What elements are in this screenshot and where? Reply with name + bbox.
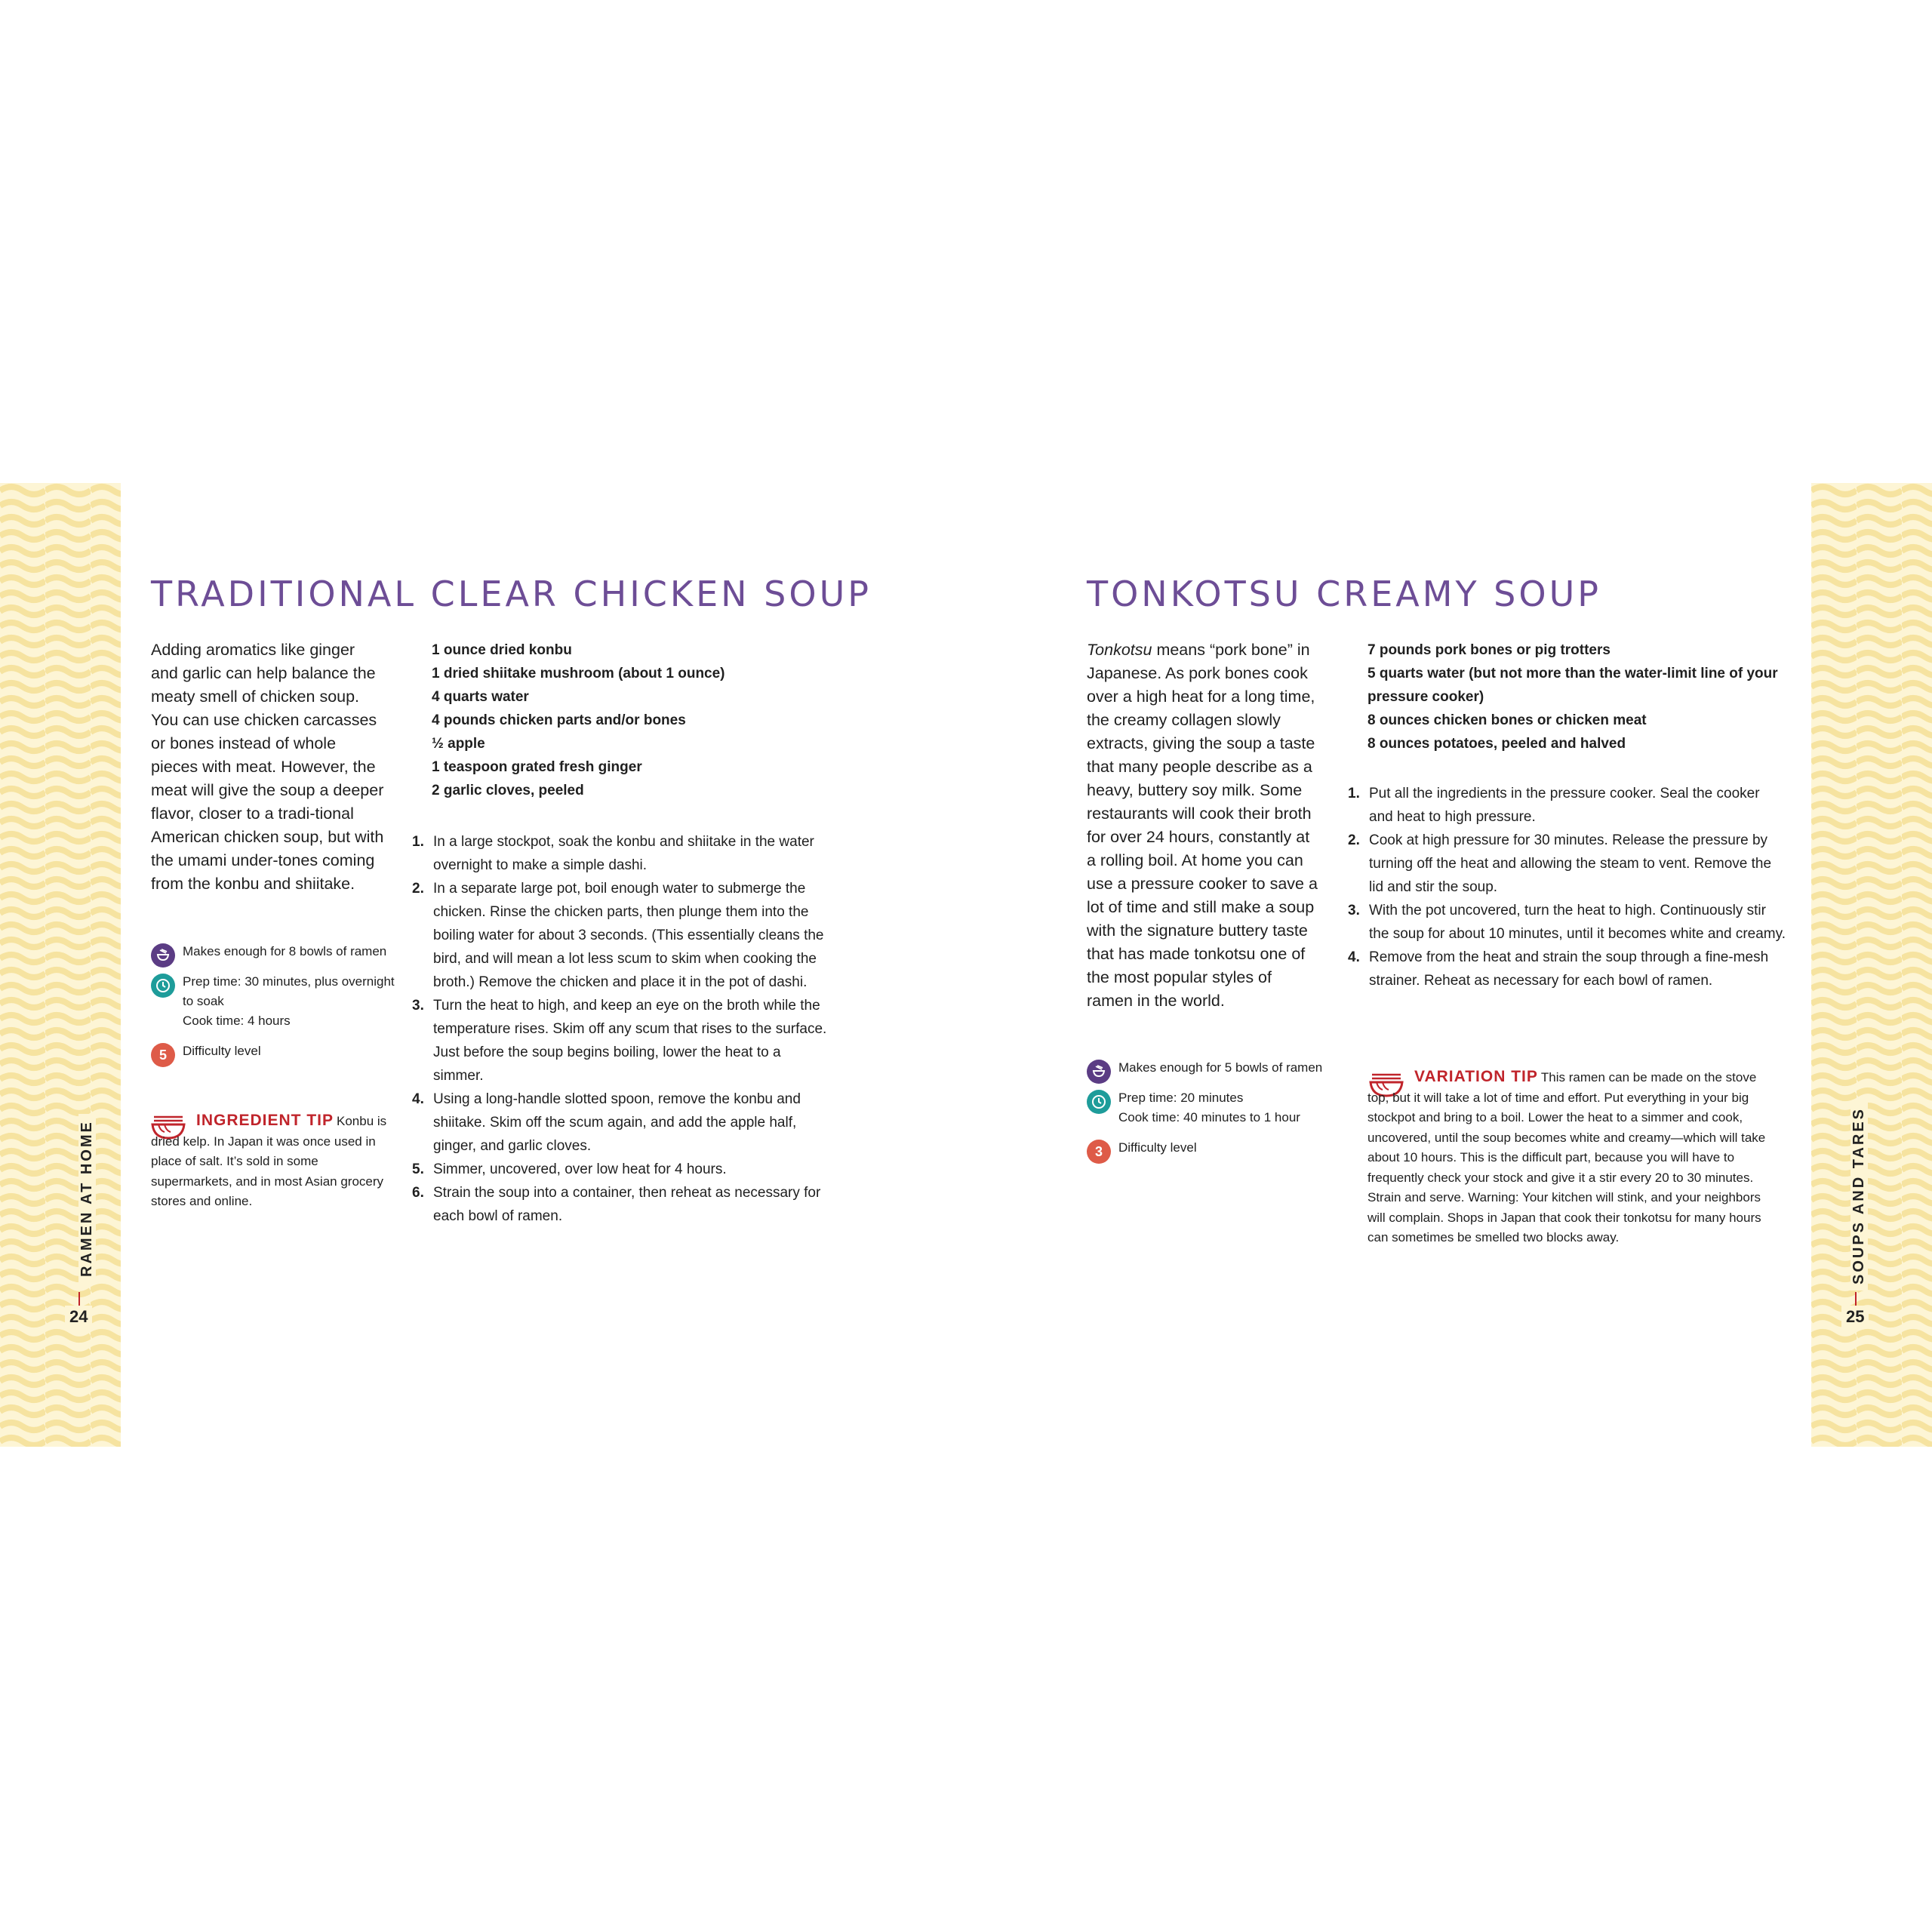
step-number: 1. [1348, 786, 1360, 801]
tip-text: Konbu is dried kelp. In Japan it was once used in place of salt. It’s sold in some supermarkets, and in most Asian grocery stores and online. [151, 1114, 387, 1208]
difficulty-row [151, 1041, 400, 1061]
step-item [412, 877, 835, 994]
step-number: 2. [1348, 832, 1360, 848]
intro-body: means “pork bone” in Japanese. As pork bones cook over a high heat for a long time, the creamy collagen slowly extracts, giving the soup a taste that many people describe as a heavy, buttery soy milk. Some restaurants will cook their broth for over 24 hours, constantly at a rolling boil. At home you can use a pressure cooker to save a lot of time and still make a soup with the signature buttery taste that has made tonkotsu one of the most popular styles of ramen in the world. [1087, 641, 1318, 1010]
right-wave-band [1811, 483, 1932, 1447]
page-number-left: 24 [65, 1306, 92, 1328]
ingredient-item: 7 pounds pork bones or pig trotters [1367, 642, 1611, 658]
tip-label: INGREDIENT TIP [196, 1112, 334, 1129]
ramen-bowl-icon [1087, 1060, 1111, 1084]
recipe-intro-right [1087, 638, 1321, 1013]
time-row [151, 972, 400, 1031]
left-wave-band [0, 483, 121, 1447]
prep-time: Prep time: 20 minutes [1118, 1091, 1244, 1105]
yield-text: Makes enough for 8 bowls of ramen [183, 944, 387, 958]
ingredient-item: 2 garlic cloves, peeled [432, 783, 584, 798]
left-running-head: RAMEN AT HOME [78, 1114, 96, 1283]
step-number: 1. [412, 834, 424, 850]
difficulty-row [1087, 1138, 1336, 1158]
step-list-right [1348, 782, 1786, 992]
ramen-bowl-icon [151, 943, 175, 968]
step-item [1348, 782, 1786, 829]
step-number: 6. [412, 1185, 424, 1201]
step-item [412, 830, 835, 877]
ingredient-item: 4 pounds chicken parts and/or bones [432, 712, 686, 728]
ingredient-item: 4 quarts water [432, 689, 529, 705]
step-text: Using a long-handle slotted spoon, remove the konbu and shiitake. Skim off the scum again, and add the apple half, ginger, and garlic cloves. [433, 1091, 801, 1154]
step-item [412, 1181, 835, 1228]
step-item [412, 1088, 835, 1158]
cook-time: Cook time: 4 hours [183, 1014, 291, 1028]
ingredient-item: ½ apple [432, 736, 485, 752]
ingredient-item: 8 ounces chicken bones or chicken meat [1367, 712, 1647, 728]
step-text: Turn the heat to high, and keep an eye on the broth while the temperature rises. Skim off any scum that rises to the surface. Just before the soup begins boiling, lower the heat to a simmer. [433, 998, 827, 1084]
recipe-title-left: TRADITIONAL CLEAR CHICKEN SOUP [151, 574, 872, 614]
difficulty-label: Difficulty level [1118, 1140, 1197, 1155]
step-number: 2. [412, 881, 424, 897]
intro-italic: Tonkotsu [1087, 641, 1152, 659]
step-item [1348, 946, 1786, 992]
step-number: 3. [1348, 903, 1360, 918]
step-number: 4. [1348, 949, 1360, 965]
tip-text: This ramen can be made on the stove top, but it will take a lot of time and effort. Put everything in your big stockpot and bring to a boil. Lower the heat to a simmer and cook, uncovered, until the soup becomes white and creamy—which will take about 10 hours. This is the difficult part, because you will have to frequently check your stock and give it a stir every 20 to 30 minutes. Strain and serve. Warning: Your kitchen will stink, and your neighbors will complain. Shops in Japan that cook their tonkotsu for many hours can sometimes be smelled two blocks away. [1367, 1070, 1766, 1244]
step-number: 3. [412, 998, 424, 1014]
step-list-left [412, 830, 835, 1228]
step-item [412, 1158, 835, 1181]
step-number: 4. [412, 1091, 424, 1107]
yield-row [1087, 1058, 1336, 1078]
difficulty-badge: 3 [1087, 1140, 1111, 1164]
page-number-right: 25 [1841, 1306, 1869, 1328]
ingredient-item: 1 teaspoon grated fresh ginger [432, 759, 642, 775]
step-text: In a large stockpot, soak the konbu and shiitake in the water overnight to make a simple dashi. [433, 834, 814, 873]
right-running-head: SOUPS AND TARES [1850, 1101, 1868, 1291]
step-text: With the pot uncovered, turn the heat to high. Continuously stir the soup for about 10 minutes, until it becomes white and creamy. [1369, 903, 1786, 942]
step-text: In a separate large pot, boil enough water to submerge the chicken. Rinse the chicken parts, then plunge them into the boiling water for about 3 seconds. (This essentially cleans the bird, and will mean a lot less scum to skim when cooking the broth.) Remove the chicken and place it in the pot of dashi. [433, 881, 824, 990]
prep-time: Prep time: 30 minutes, plus overnight to soak [183, 974, 395, 1008]
recipe-intro-left: Adding aromatics like ginger and garlic can help balance the meaty smell of chicken soup. You can use chicken carcasses or bones instead of whole pieces with meat. However, the meat will give the soup a deeper flavor, closer to a tradi-tional American chicken soup, but with the umami under-tones coming from the konbu and shiitake. [151, 641, 384, 893]
step-number: 5. [412, 1161, 424, 1177]
recipe-title-right: TONKOTSU CREAMY SOUP [1087, 574, 1601, 614]
step-text: Strain the soup into a container, then reheat as necessary for each bowl of ramen. [433, 1185, 821, 1224]
step-text: Simmer, uncovered, over low heat for 4 hours. [433, 1161, 727, 1177]
ingredient-item: 1 ounce dried konbu [432, 642, 572, 658]
ingredient-tip [151, 1111, 392, 1212]
clock-icon [151, 974, 175, 998]
step-text: Remove from the heat and strain the soup through a fine-mesh strainer. Reheat as necessary for each bowl of ramen. [1369, 949, 1769, 989]
recipe-meta-left [151, 942, 400, 1072]
step-item [1348, 899, 1786, 946]
ingredient-item: 5 quarts water (but not more than the water-limit line of your pressure cooker) [1367, 666, 1778, 705]
step-text: Put all the ingredients in the pressure cooker. Seal the cooker and heat to high pressure. [1369, 786, 1760, 825]
clock-icon [1087, 1090, 1111, 1114]
time-row [1087, 1088, 1336, 1128]
ingredient-list-right [1367, 638, 1790, 755]
step-text: Cook at high pressure for 30 minutes. Release the pressure by turning off the heat and allowing the steam to vent. Remove the lid and stir the soup. [1369, 832, 1772, 895]
ingredient-item: 1 dried shiitake mushroom (about 1 ounce) [432, 666, 725, 681]
difficulty-badge: 5 [151, 1043, 175, 1067]
difficulty-label: Difficulty level [183, 1044, 261, 1058]
variation-tip [1367, 1067, 1780, 1248]
tip-label: VARIATION TIP [1414, 1068, 1538, 1085]
step-item [1348, 829, 1786, 899]
yield-row [151, 942, 400, 961]
ingredient-item: 8 ounces potatoes, peeled and halved [1367, 736, 1626, 752]
cook-time: Cook time: 40 minutes to 1 hour [1118, 1110, 1300, 1124]
ingredient-list-left [432, 638, 725, 802]
recipe-meta-right [1087, 1058, 1336, 1168]
step-item [412, 994, 835, 1088]
yield-text: Makes enough for 5 bowls of ramen [1118, 1060, 1323, 1075]
